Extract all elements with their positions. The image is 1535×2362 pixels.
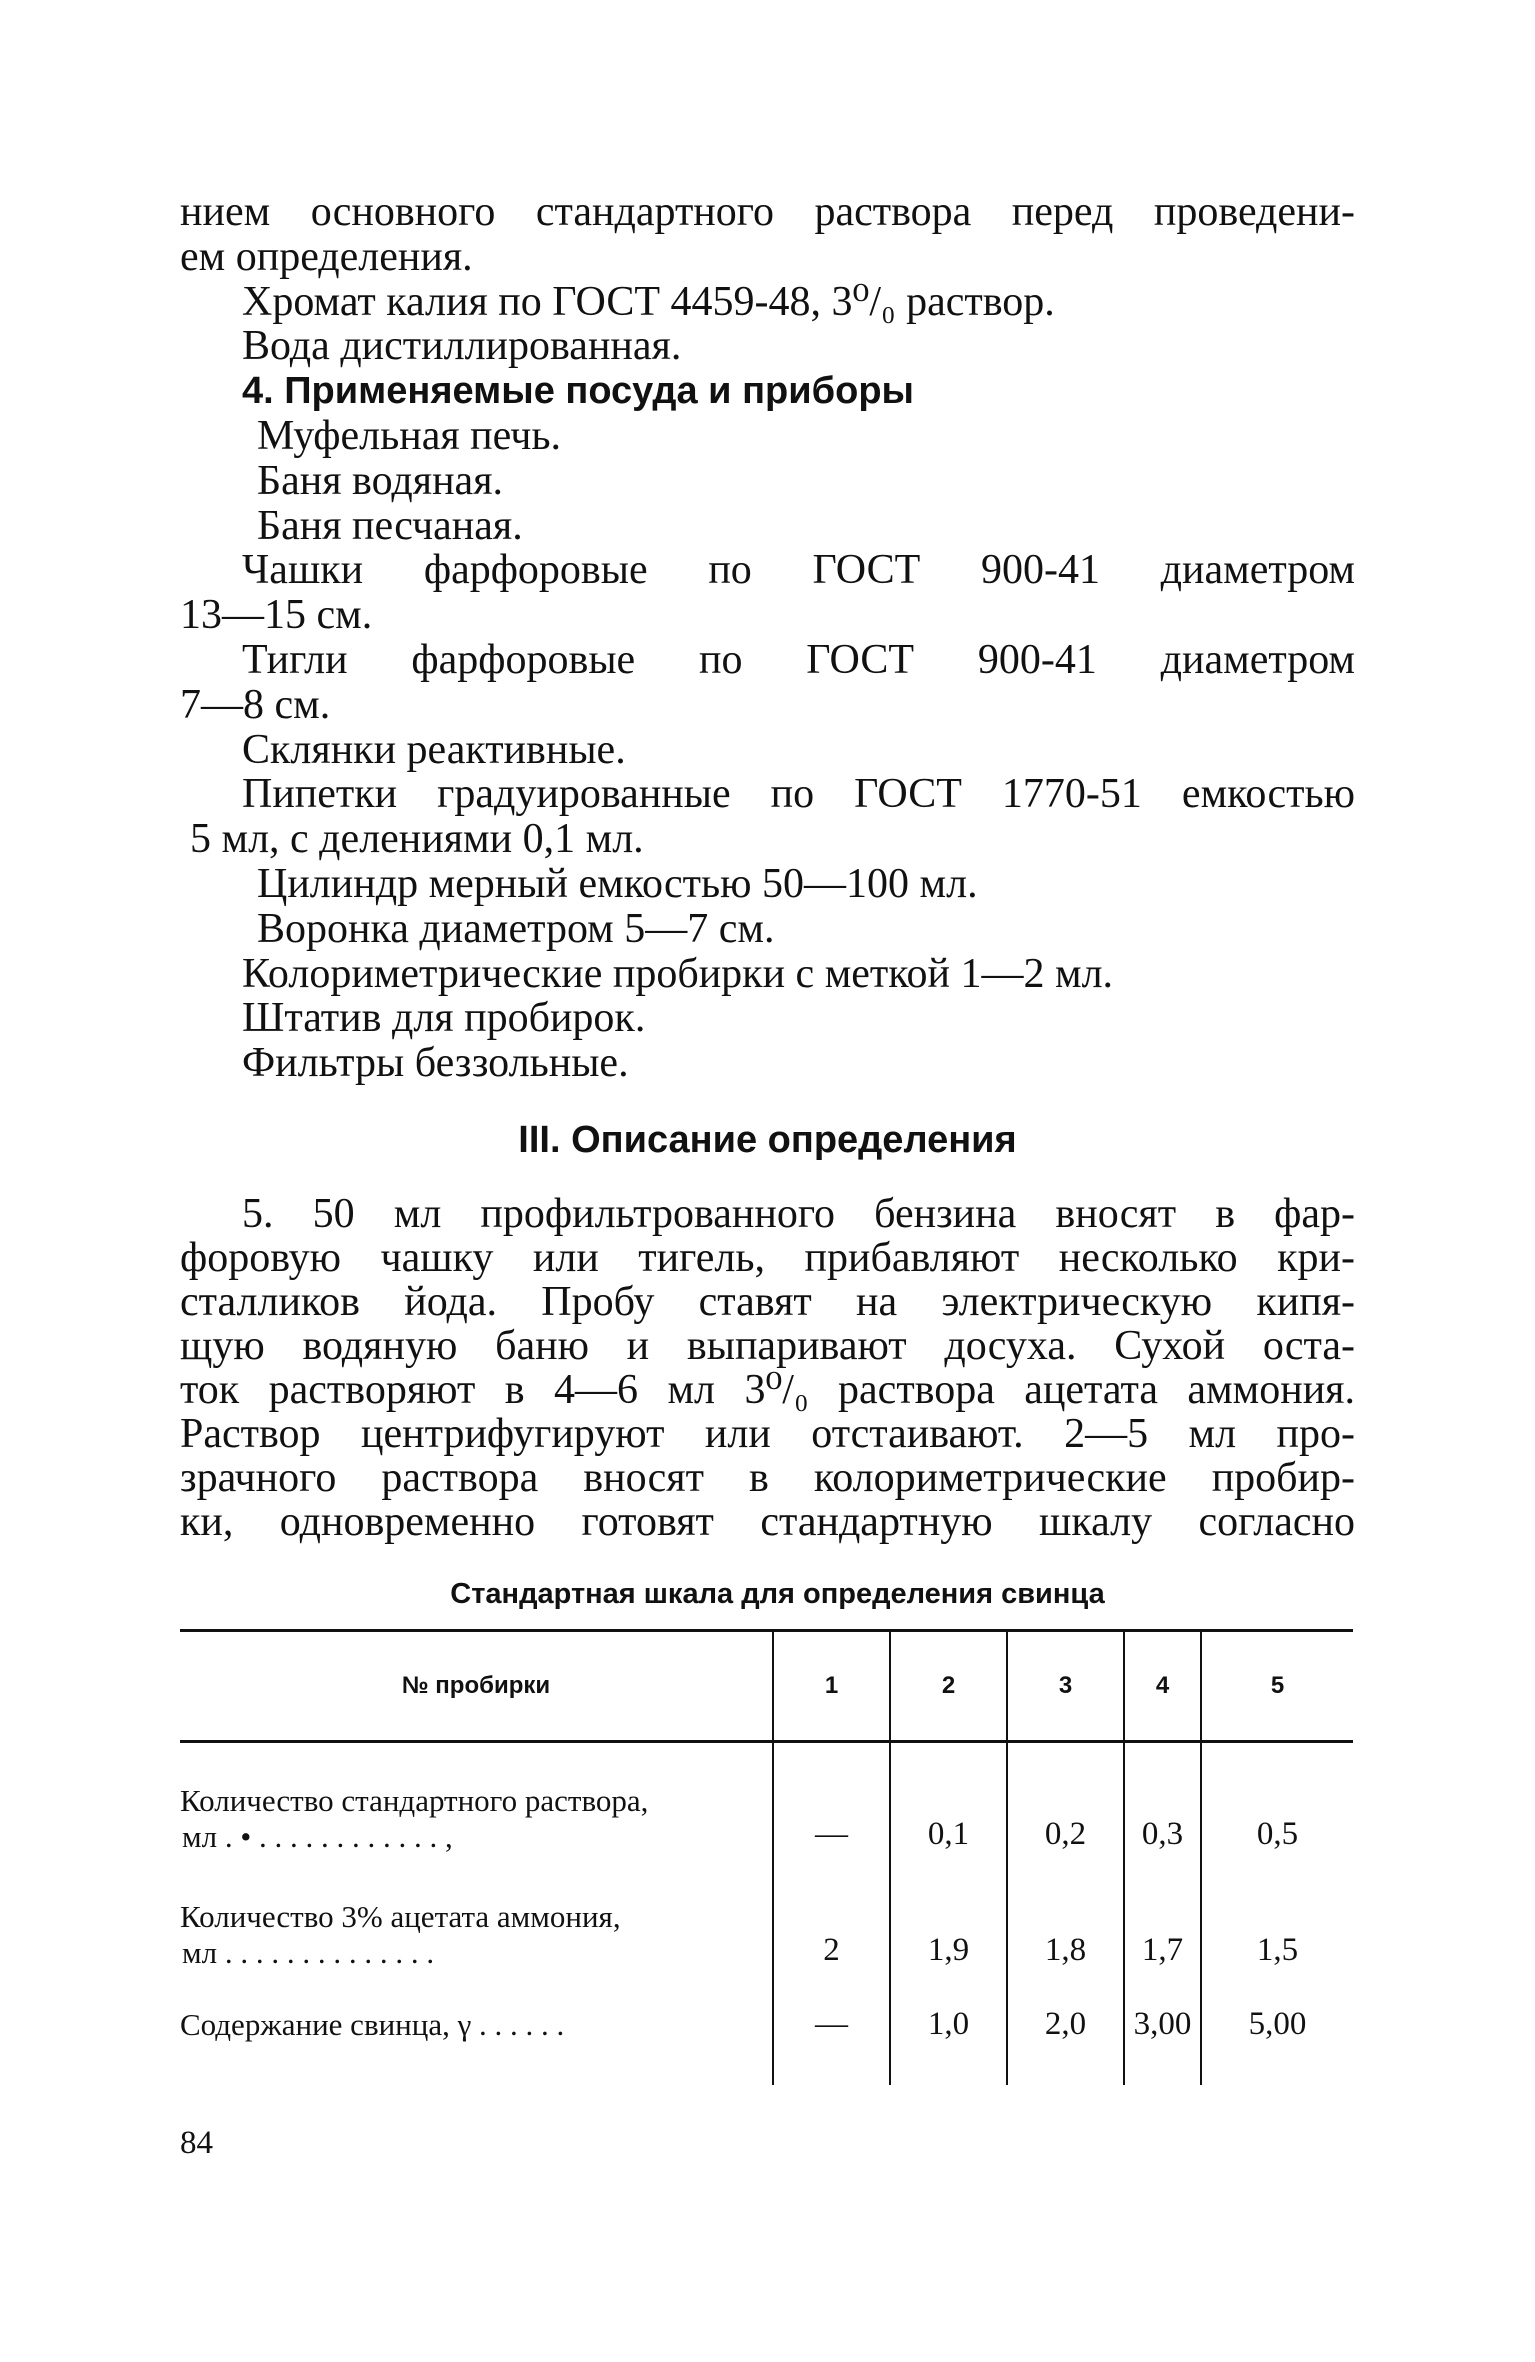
text-line: Хромат калия по ГОСТ 4459-48, 3⁰/₀ раствор. xyxy=(242,278,1055,325)
column-header: 4 xyxy=(1124,1630,1201,1741)
text-line: зрачного раствора вносят в колориметрические пробир- xyxy=(180,1454,1355,1501)
text-line: сталликов йода. Пробу ставят на электрическую кипя- xyxy=(180,1278,1355,1325)
table-cell: 2 xyxy=(773,1861,890,1977)
table-cell: 1,5 xyxy=(1201,1861,1353,1977)
text-line: 7—8 см. xyxy=(180,681,331,728)
text-line: форовую чашку или тигель, прибавляют несколько кри- xyxy=(180,1234,1355,1281)
column-header: № пробирки xyxy=(401,1671,551,1699)
column-header: 2 xyxy=(890,1630,1007,1741)
section-heading: III. Описание определения xyxy=(518,1118,1017,1161)
page-body xyxy=(180,190,1355,2085)
text-line: Баня песчаная. xyxy=(257,502,523,549)
text-line: Муфельная печь. xyxy=(257,412,562,459)
table-cell: 1,9 xyxy=(890,1861,1007,1977)
text-line: Фильтры беззольные. xyxy=(242,1040,629,1087)
text-line: Чашки фарфоровые по ГОСТ 900-41 диаметром xyxy=(242,547,1355,594)
text-line: ток растворяют в 4—6 мл 3⁰/₀ раствора ацетата аммония. xyxy=(180,1366,1355,1413)
text-line: Штатив для пробирок. xyxy=(242,995,646,1042)
text-line: Тигли фарфоровые по ГОСТ 900-41 диаметром xyxy=(242,636,1355,683)
table-cell: 3,00 xyxy=(1124,1977,1201,2045)
section-heading: 4. Применяемые посуда и приборы xyxy=(242,370,914,413)
row-label xyxy=(180,1977,773,2045)
table-row xyxy=(180,1861,1353,1977)
table-cell: 0,2 xyxy=(1007,1741,1124,1861)
column-header: 5 xyxy=(1201,1630,1353,1741)
text-line: Баня водяная. xyxy=(257,457,504,504)
text-line: Пипетки градуированные по ГОСТ 1770-51 емкостью xyxy=(242,771,1355,818)
table-cell: 0,1 xyxy=(890,1741,1007,1861)
column-header: 3 xyxy=(1007,1630,1124,1741)
table-cell: 2,0 xyxy=(1007,1977,1124,2045)
text-line: Цилиндр мерный емкостью 50—100 мл. xyxy=(257,860,978,907)
text-line: 13—15 см. xyxy=(180,592,373,639)
row-label-line: мл . • . . . . . . . . . . . . , xyxy=(182,1818,453,1854)
table-cell: 1,8 xyxy=(1007,1861,1124,1977)
text-line: ем определения. xyxy=(180,233,473,280)
row-label xyxy=(180,1861,773,1977)
text-line: Склянки реактивные. xyxy=(242,726,626,773)
table-cell: — xyxy=(773,1977,890,2045)
text-line: Воронка диаметром 5—7 см. xyxy=(257,905,775,952)
text-line: нием основного стандартного раствора перед проведени- xyxy=(180,189,1355,235)
table-cell: 0,5 xyxy=(1201,1741,1353,1861)
table-row-spacer xyxy=(180,2045,1353,2085)
column-header: 1 xyxy=(773,1630,890,1741)
table-row xyxy=(180,1977,1353,2045)
table-header-row xyxy=(180,1630,1353,1741)
table-row xyxy=(180,1741,1353,1861)
text-line: Колориметрические пробирки с меткой 1—2 мл. xyxy=(242,950,1114,997)
data-table xyxy=(180,1629,1353,2085)
table-cell: 0,3 xyxy=(1124,1741,1201,1861)
text-line: Раствор центрифугируют или отстаивают. 2—5 мл про- xyxy=(180,1410,1355,1457)
text-line: 5. 50 мл профильтрованного бензина вносят в фар- xyxy=(242,1190,1355,1237)
table-cell: — xyxy=(773,1741,890,1861)
page-number: 84 xyxy=(180,2125,213,2161)
table-title: Стандартная шкала для определения свинца xyxy=(450,1577,1105,1610)
text-line: ки, одновременно готовят стандартную шкалу согласно xyxy=(180,1498,1355,1545)
paragraph xyxy=(180,1192,1355,1544)
table-cell: 5,00 xyxy=(1201,1977,1353,2045)
text-line: 5 мл, с делениями 0,1 мл. xyxy=(190,816,644,863)
table-cell: 1,7 xyxy=(1124,1861,1201,1977)
row-label-line: Содержание свинца, γ . . . . . . xyxy=(180,2006,565,2042)
table-cell: 1,0 xyxy=(890,1977,1007,2045)
text-line: щую водяную баню и выпаривают досуха. Сухой оста- xyxy=(180,1322,1355,1369)
row-label-line: Количество 3% ацетата аммония, xyxy=(180,1898,621,1934)
row-label-line: Количество стандартного раствора, xyxy=(180,1782,649,1818)
row-label-line: мл . . . . . . . . . . . . . . xyxy=(182,1934,435,1970)
text-line: Вода дистиллированная. xyxy=(242,323,682,370)
row-label xyxy=(180,1741,773,1861)
